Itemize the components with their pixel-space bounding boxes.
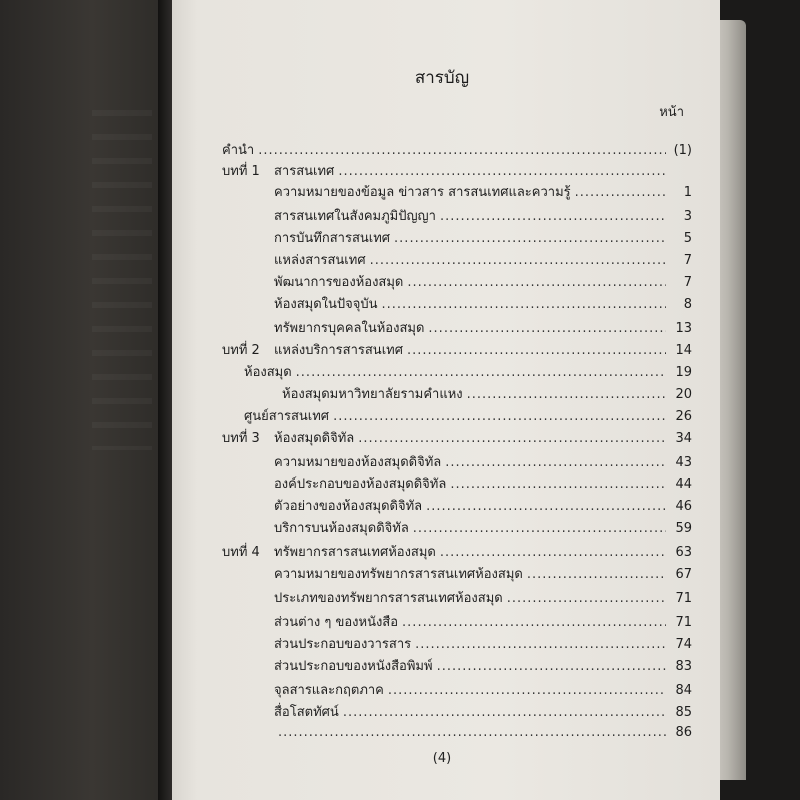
toc-page-number: 3 — [683, 209, 692, 224]
toc-entry-label: ห้องสมุดดิจิทัล — [274, 431, 355, 446]
toc-chapter-number: บทที่ 2 — [222, 343, 260, 358]
dot-leader — [338, 164, 666, 179]
toc-entry-label: ความหมายของทรัพยากรสารสนเทศห้องสมุด — [274, 567, 523, 582]
toc-entry-row — [274, 205, 692, 226]
toc-entry-row — [274, 473, 692, 494]
toc-entry-row — [274, 633, 692, 654]
toc-chapter-row — [222, 427, 692, 448]
toc-chapter-row — [222, 541, 692, 562]
toc-entry-label: สารสนเทศในสังคมภูมิปัญญา — [274, 209, 436, 224]
toc-page-number: 71 — [675, 615, 692, 630]
toc-page-number: 13 — [675, 321, 692, 336]
toc-entry-label: ส่วนต่าง ๆ ของหนังสือ — [274, 615, 399, 630]
dot-leader — [507, 591, 666, 606]
toc-page-number: (1) — [673, 143, 692, 158]
dot-leader — [426, 499, 666, 514]
toc-chapter-row — [222, 339, 692, 360]
toc-entry-row — [222, 139, 692, 160]
toc-page-number: 59 — [675, 521, 692, 536]
toc-entry-label: ตัวอย่างของห้องสมุดดิจิทัล — [274, 499, 423, 514]
dot-leader — [358, 431, 666, 446]
toc-page-number: 74 — [675, 637, 692, 652]
dot-leader — [382, 297, 666, 312]
toc-page-number: 85 — [675, 705, 692, 720]
book-gutter — [158, 0, 172, 800]
toc-chapter-number: บทที่ 3 — [222, 431, 260, 446]
dot-leader — [440, 209, 666, 224]
toc-entry-label: สารสนเทศ — [274, 164, 335, 179]
dot-leader — [575, 185, 666, 200]
left-page — [0, 0, 168, 800]
dot-leader — [402, 615, 666, 630]
dot-leader — [370, 253, 666, 268]
toc-entry-label: ทรัพยากรบุคคลในห้องสมุด — [274, 321, 425, 336]
toc-entry-row — [274, 317, 692, 338]
toc-page-number: 43 — [675, 455, 692, 470]
toc-page-number: 26 — [675, 409, 692, 424]
toc-page-number: 34 — [675, 431, 692, 446]
toc-page-number: 19 — [675, 365, 692, 380]
toc-entry-row — [274, 701, 692, 722]
toc-page-number: 46 — [675, 499, 692, 514]
toc-entry-label: ความหมายของห้องสมุดดิจิทัล — [274, 455, 442, 470]
toc-page-number: 44 — [675, 477, 692, 492]
toc-page-number: 67 — [675, 567, 692, 582]
toc-entry-row — [274, 181, 692, 202]
toc-chapter-number: บทที่ 4 — [222, 545, 260, 560]
toc-entry-row — [244, 405, 692, 426]
dot-leader — [450, 477, 666, 492]
toc-entry-row — [282, 383, 692, 404]
toc-page-number: 7 — [683, 275, 692, 290]
toc-page-number: 84 — [675, 683, 692, 698]
toc-entry-label: แหล่งสารสนเทศ — [274, 253, 366, 268]
toc-entry-label: จุลสารและกฤตภาค — [274, 683, 384, 698]
toc-entry-label: บริการบนห้องสมุดดิจิทัล — [274, 521, 409, 536]
toc-entry-row — [274, 249, 692, 270]
dot-leader — [415, 637, 666, 652]
toc-entry-label: การบันทึกสารสนเทศ — [274, 231, 391, 246]
dot-leader — [407, 275, 666, 290]
toc-page-number: 83 — [675, 659, 692, 674]
dot-leader — [407, 343, 666, 358]
toc-entry-label: พัฒนาการของห้องสมุด — [274, 275, 404, 290]
toc-entry-label: ทรัพยากรสารสนเทศห้องสมุด — [274, 545, 436, 560]
dot-leader — [437, 659, 666, 674]
toc-entry-row — [274, 227, 692, 248]
dot-leader — [343, 705, 666, 720]
toc-page-number: 5 — [683, 231, 692, 246]
toc-entry-label: ศูนย์สารสนเทศ — [244, 409, 330, 424]
toc-entry-label: องค์ประกอบของห้องสมุดดิจิทัล — [274, 477, 447, 492]
footer-page-number: (4) — [432, 751, 452, 766]
page-title: สารบัญ — [414, 68, 470, 88]
dot-leader — [258, 143, 666, 158]
toc-entry-label: ห้องสมุดมหาวิทยาลัยรามคำแหง — [282, 387, 463, 402]
dot-leader — [428, 321, 666, 336]
toc-entry-row — [274, 679, 692, 700]
toc-entry-row — [274, 451, 692, 472]
dot-leader — [467, 387, 666, 402]
toc-entry-row — [274, 563, 692, 584]
toc-entry-label: ประเภทของทรัพยากรสารสนเทศห้องสมุด — [274, 591, 503, 606]
dot-leader — [394, 231, 666, 246]
toc-entry-label: คำนำ — [222, 143, 255, 158]
toc-page-number: 71 — [675, 591, 692, 606]
toc-entry-row — [274, 495, 692, 516]
show-through-text — [92, 110, 152, 450]
toc-entry-row — [244, 361, 692, 382]
dot-leader — [296, 365, 666, 380]
dot-leader — [278, 725, 666, 740]
dot-leader — [440, 545, 666, 560]
toc-page-number: 20 — [675, 387, 692, 402]
toc-page-number: 14 — [675, 343, 692, 358]
toc-page-number: 1 — [683, 185, 692, 200]
toc-page-number: 8 — [683, 297, 692, 312]
dot-leader — [413, 521, 666, 536]
toc-entry-row — [274, 655, 692, 676]
toc-entry-label: สื่อโสตทัศน์ — [274, 705, 339, 720]
toc-entry-label: ห้องสมุดในปัจจุบัน — [274, 297, 378, 312]
toc-entry-row — [274, 587, 692, 608]
toc-entry-label: ส่วนประกอบของหนังสือพิมพ์ — [274, 659, 433, 674]
toc-entry-label: แหล่งบริการสารสนเทศ — [274, 343, 403, 358]
toc-entry-row — [274, 611, 692, 632]
toc-entry-label: ห้องสมุด — [244, 365, 292, 380]
page-column-header: หน้า — [659, 105, 684, 120]
toc-page-number: 63 — [675, 545, 692, 560]
dot-leader — [527, 567, 666, 582]
toc-entry-row — [274, 517, 692, 538]
toc-chapter-number: บทที่ 1 — [222, 164, 260, 179]
book-page — [164, 0, 720, 800]
dot-leader — [388, 683, 666, 698]
dot-leader — [333, 409, 666, 424]
toc-entry-label: ส่วนประกอบของวารสาร — [274, 637, 412, 652]
toc-entry-row — [274, 725, 692, 740]
toc-page-number: 7 — [683, 253, 692, 268]
toc-chapter-row — [222, 160, 692, 181]
toc-page-number: 86 — [675, 725, 692, 740]
dot-leader — [445, 455, 666, 470]
toc-entry-row — [274, 271, 692, 292]
toc-entry-label: ความหมายของข้อมูล ข่าวสาร สารสนเทศและความรู้ — [274, 185, 571, 200]
toc-entry-row — [274, 293, 692, 314]
